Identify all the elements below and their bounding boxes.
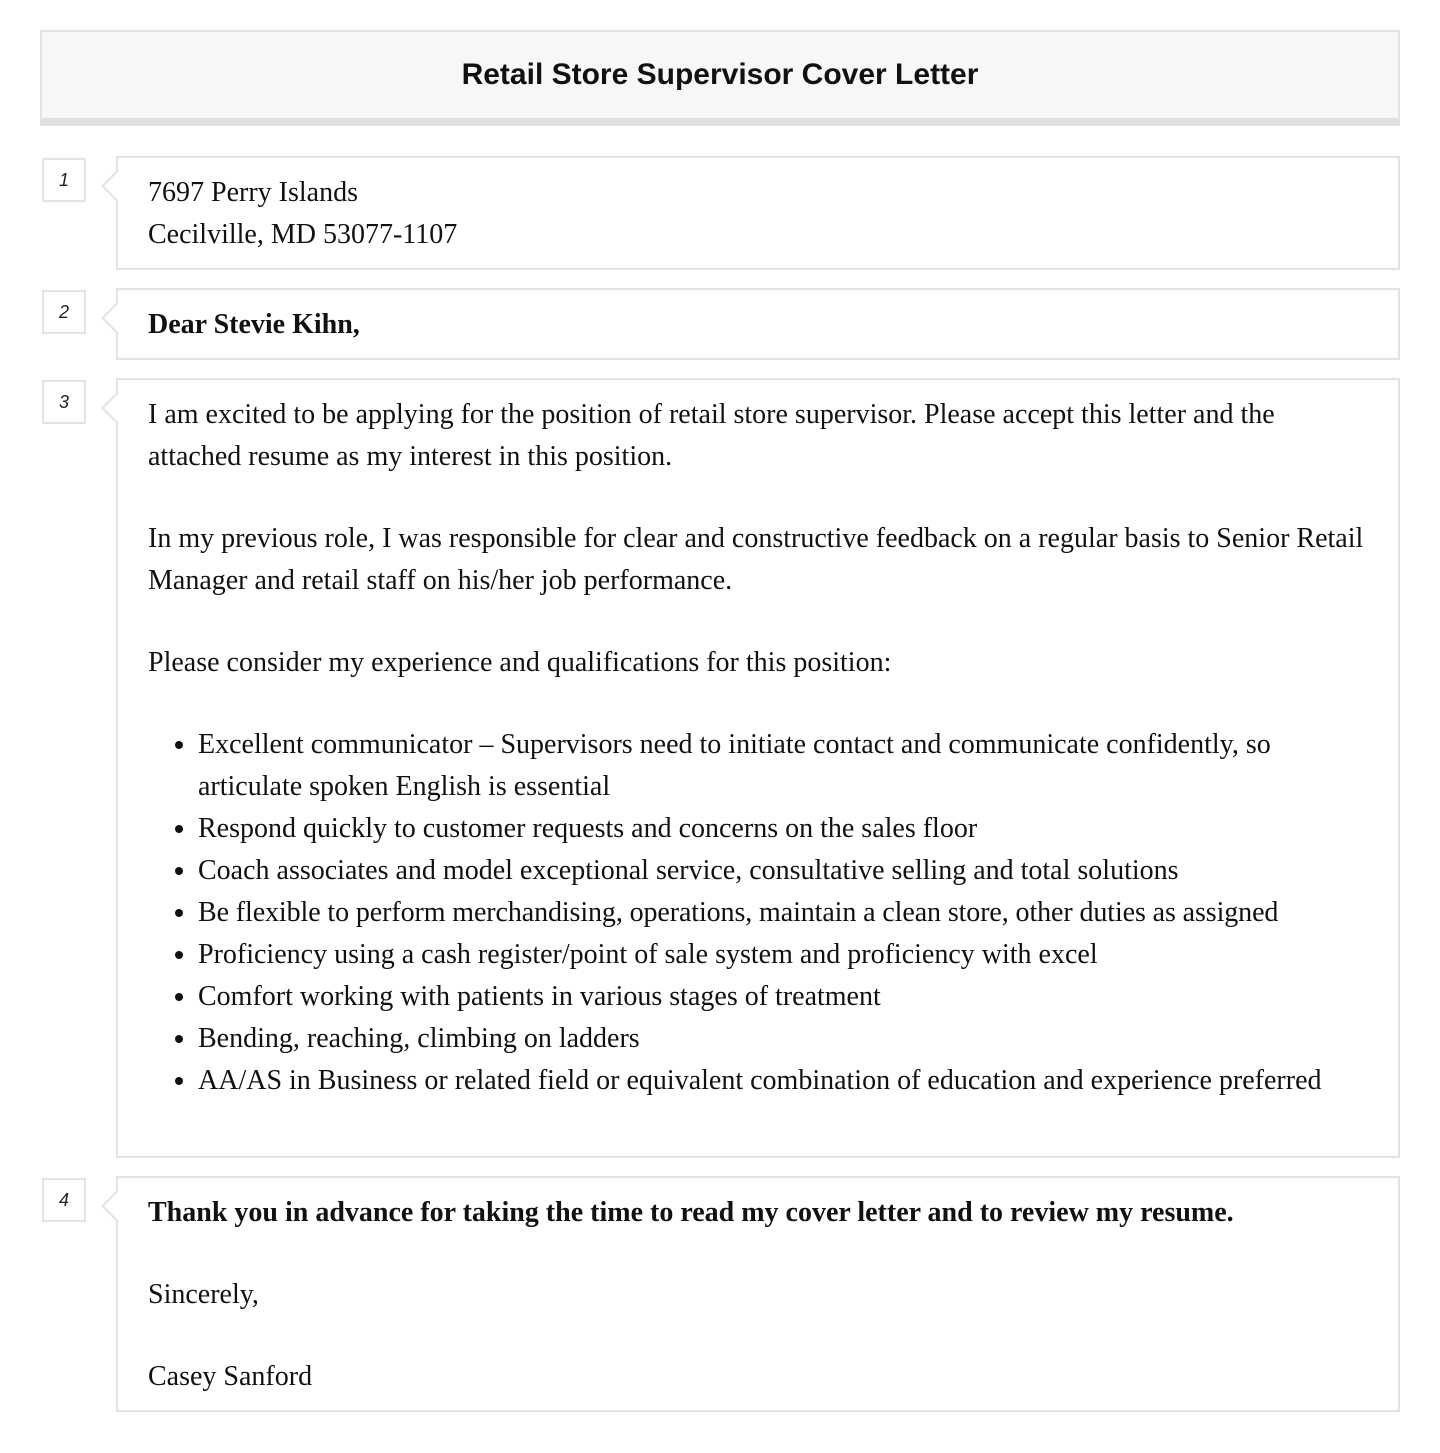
body-card <box>116 378 1400 1158</box>
document-header <box>40 30 1400 126</box>
previous-role-paragraph: In my previous role, I was responsible for clear and constructive feedback on a regular basis to Senior Retail Manager and retail staff on his/her job performance. <box>148 523 1364 596</box>
signature-name: Casey Sanford <box>148 1361 313 1392</box>
list-item: • Be flexible to perform merchandising, operations, maintain a clean store, other duties as assigned <box>198 892 1368 934</box>
list-item: • Excellent communicator – Supervisors need to initiate contact and communicate confidently, so articulate spoken English is essential <box>198 724 1368 808</box>
section-number: 4 <box>42 1178 86 1222</box>
section-number: 1 <box>42 158 86 202</box>
address-card <box>116 156 1400 270</box>
list-item: • AA/AS in Business or related field or equivalent combination of education and experience preferred <box>198 1060 1368 1102</box>
list-item: • Comfort working with patients in various stages of treatment <box>198 976 1368 1018</box>
greeting-text: Dear Stevie Kihn, <box>148 309 360 340</box>
list-item: • Proficiency using a cash register/point of sale system and proficiency with excel <box>198 934 1368 976</box>
address-line-2: Cecilville, MD 53077-1107 <box>148 219 458 250</box>
list-item: • Coach associates and model exceptional service, consultative selling and total solutions <box>198 850 1368 892</box>
document-title: Retail Store Supervisor Cover Letter <box>461 58 979 91</box>
closing-salutation: Sincerely, <box>148 1279 259 1310</box>
closing-card <box>116 1176 1400 1412</box>
qualifications-list <box>148 724 1368 1102</box>
intro-paragraph: I am excited to be applying for the position of retail store supervisor. Please accept this letter and the attached resume as my interest in this position. <box>148 399 1275 472</box>
section-number: 3 <box>42 380 86 424</box>
thanks-paragraph: Thank you in advance for taking the time to read my cover letter and to review my resume. <box>148 1197 1234 1228</box>
consider-paragraph: Please consider my experience and qualifications for this position: <box>148 647 892 678</box>
greeting-card <box>116 288 1400 360</box>
list-item: • Bending, reaching, climbing on ladders <box>198 1018 1368 1060</box>
section-number: 2 <box>42 290 86 334</box>
list-item: • Respond quickly to customer requests and concerns on the sales floor <box>198 808 1368 850</box>
address-line-1: 7697 Perry Islands <box>148 177 358 208</box>
